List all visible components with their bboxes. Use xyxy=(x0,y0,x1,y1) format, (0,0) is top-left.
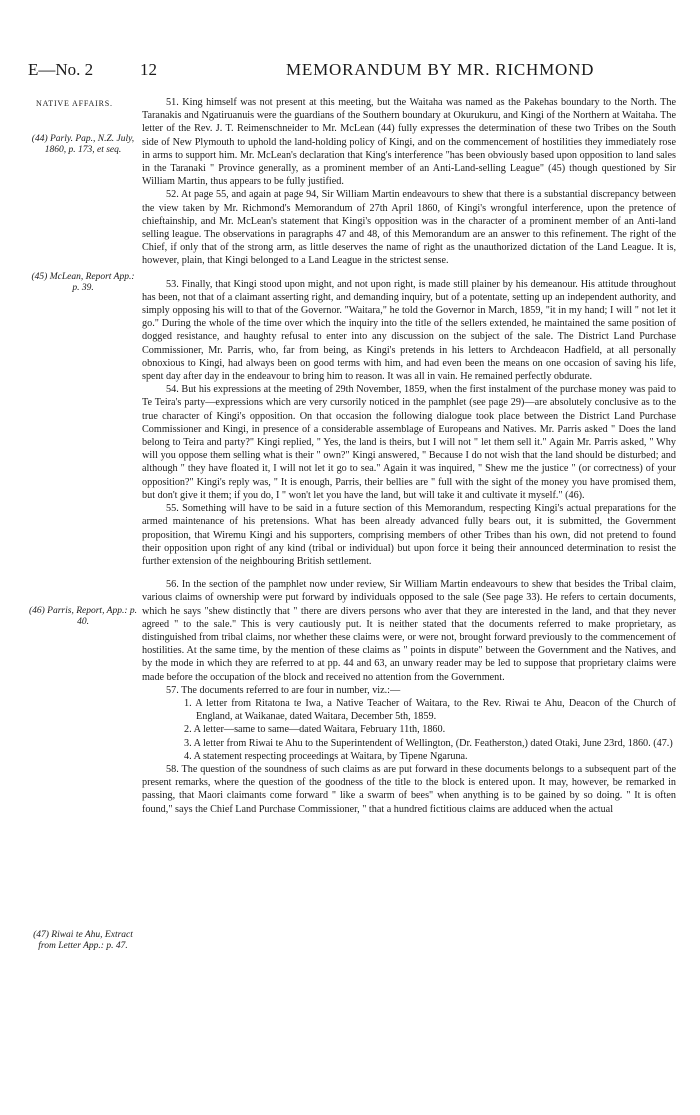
page-number: 12 xyxy=(140,60,157,79)
list-item: 3. A letter from Riwai te Ahu to the Superintendent of Wellington, (Dr. Featherston,) dated Otaki, June 23rd, 1860. (47.) xyxy=(184,737,673,749)
margin-note-45: (45) McLean, Report App.: p. 39. xyxy=(31,272,135,293)
paragraph-57: 57. The documents referred to are four in number, viz.:— xyxy=(166,684,401,696)
paragraph-56: 56. In the section of the pamphlet now under review, Sir William Martin endeavours to shew that besides the Tribal claim, various claims of ownership were put forward by individuals opposed to the sale (See page 33). He refers to certain documents, which he says "shew distinctly that " there are divers persons who aver that they are interested in the land, and that they never agreed " to the sale." This is very cautiously put. It is neither stated that the documents referred to make proprietary, as distinguished from tribal claims, nor whether these claims were, or were not, brought forward previously to the commencement of hostilities. At the same time, by the mention of these claims as " points in dispute" between the Government and the Natives, and by the mode in which they are referred to at pp. 44 and 63, an unwary reader may be led to suppose that proprietary claims were made before the occupation of the block and received no attention from the Government. xyxy=(142,579,676,683)
page-title: MEMORANDUM BY MR. RICHMOND xyxy=(286,60,595,79)
paragraph-55: 55. Something will have to be said in a future section of this Memorandum, respecting Kingi's actual preparations for the armed maintenance of his pretensions. What has been already advanced fully bears out, it is submitted, the Government proposition, that Wiremu Kingi and his supporters, comprising members of other Tribes than his own, did not pretend to found their opposition upon right of any kind (tribal or individual) but upon force it being their announced determination to resist the further extension of the neighbouring British settlement. xyxy=(142,503,676,567)
page-header xyxy=(28,60,678,84)
paragraph-51: 51. King himself was not present at this meeting, but the Waitaha was named as the Pakehas boundary to the North. The Taranakis and Ngatiruanuis were the guardians of the Southern boundary at Okurukuru, and Kingi of the Northern at Waitaha. The letter of the Rev. J. T. Reimenschneider to Mr. McLean (44) fully expresses the determination of these two Tribes on the South side of New Plymouth to uphold the land-holding policy of Kingi, and on the commencement of hostilities they immediately rose in arms to support him. Mr. McLean's declaration that King's interference "has been obviously based upon opposition to land sales in the Taranaki " Province generally, as a prominent member of an Anti-Land-selling League" (45) though questioned by Sir William Martin, thus appears to be fully justified. xyxy=(142,97,676,188)
margin-note-section: NATIVE AFFAIRS. xyxy=(36,99,113,108)
margin-note-44: (44) Parly. Pap., N.Z. July, 1860, p. 173, et seq. xyxy=(31,134,135,155)
paragraph-58: 58. The question of the soundness of such claims as are put forward in these documents belongs to a subsequent part of the present remarks, where the question of the goodness of the title to the block is entered upon. It may, however, be remarked in passing, that Maori claimants come forward " like a swarm of bees" when anything is to be gained by so doing. " It is often found," says the Chief Land Purchase Commissioner, " that a hundred fictitious claims are adduced when the actual xyxy=(142,763,676,815)
paragraph-52: 52. At page 55, and again at page 94, Sir William Martin endeavours to shew that there is a substantial discrepancy between the view taken by Mr. Richmond's Memorandum of 27th April 1860, of Kingi's wrongful interference, upon the pretence of chieftainship, and Mr. McLean's statement that Kingi's opposition was in the character of a prominent member of an Anti-land selling league. The observations in paragraphs 47 and 48, of this Memorandum are an answer to this refinement. The right of the Chief, if only that of the strong arm, as little deserves the name of right as the unauthorized dictation of the Land League. It is, however, plain, that Kingi belonged to a Land League in the strictest sense. xyxy=(142,189,676,267)
paragraph-53: 53. Finally, that Kingi stood upon might, and not upon right, is made still plainer by his demeanour. His attitude throughout has been, not that of a claimant asserting right, and demanding inquiry, but of a potentate, setting up an independent authority, and simply opposing his will to that of the Governor. "Waitara," he told the Governor in March, 1859, "it in my hand; I will " not let it go." During the whole of the time over which the inquiry into the title of the sellers extended, he maintained the same position of dogged resistance, and haughty refusal to enter into any discussion on the subject of the sale. The District Land Purchase Commissioner, Mr. Parris, who, far from being, as Kingi's pretends in his letters to Archdeacon Hadfield, at all personally obnoxious to Kingi, had always been on good terms with him, and had even been the means on one occasion of saving his life, spent day after day in the endeavour to bring him to reason. It was all in vain. He remained perfectly obdurate. xyxy=(142,278,676,383)
margin-note-46: (46) Parris, Report, App.: p. 40. xyxy=(28,606,137,627)
paragraph-54: 54. But his expressions at the meeting of 29th November, 1859, when the first instalment of the purchase money was paid to Te Teira's party—expressions which are very cursorily noticed in the pamphlet (see page 29)—are absolutely conclusive as to the true character of Kingi's opposition. On that occasion the following dialogue took place between the District Land Purchase Commissioner and Kingi, in presence of a considerable assemblage of Europeans and Natives. Mr. Parris asked " Does the land belong to Teira and party?" Kingi replied, " Yes, the land is theirs, but I will not " let them sell it." Again Mr. Parris asked, " Why will you oppose them selling what is their " own?" Kingi answered, " Because I do not wish that the land should be disturbed; and although " they have floated it, I will not let it go to sea." Again it was inquired, " Shew me the justice " (or correctness) of your opposition?" Kingi's reply was, " It is enough, Parris, their bellies are " full with the sight of the money you have promised them, but don't give it them; if you do, I " won't let you have the land, but will take it and cultivate it myself." (46). xyxy=(142,384,676,501)
list-item: 1. A letter from Ritatona te Iwa, a Native Teacher of Waitara, to the Rev. Riwai te Ahu, Deacon of the Church of England, at Waikanae, dated Waitara, December 5th, 1859. xyxy=(184,697,676,723)
main-text xyxy=(142,96,676,816)
document-reference: E—No. 2 xyxy=(28,60,94,79)
margin-note-47: (47) Riwai te Ahu, Extract from Letter App.: p. 47. xyxy=(33,930,133,951)
list-item: 4. A statement respecting proceedings at Waitara, by Tipene Ngaruna. xyxy=(184,750,468,762)
list-item: 2. A letter—same to same—dated Waitara, February 11th, 1860. xyxy=(184,724,446,736)
